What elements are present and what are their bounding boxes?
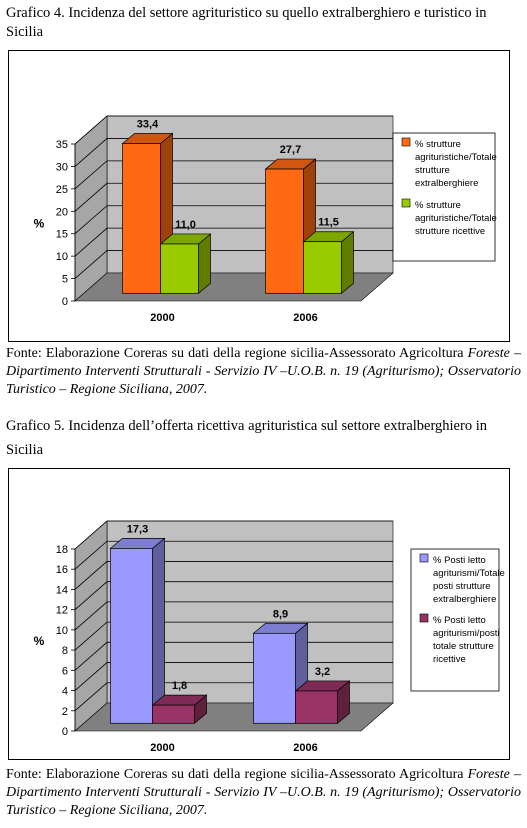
chart-2-y-tick-label: 0	[61, 726, 68, 738]
chart-2-data-label: 1,8	[171, 680, 188, 693]
chart-2-legend-swatch	[420, 554, 428, 562]
chart-2-frame	[8, 468, 510, 760]
chart-2-y-tick-label: 16	[55, 564, 68, 577]
chart-2-y-tick-label: 18	[55, 544, 68, 556]
chart-2-y-axis-label: %	[33, 634, 45, 648]
chart-1-y-axis-label: %	[33, 216, 45, 231]
chart-2-y-tick-label: 2	[61, 705, 68, 718]
chart-2-heading: Grafico 5. Incidenza dell’offerta ricettiva agrituristica sul settore extralberghiero in Sicilia	[6, 418, 487, 458]
chart-1-legend-swatch	[402, 199, 410, 207]
chart-2-bar	[254, 633, 296, 723]
chart-2-legend-swatch	[420, 614, 428, 622]
chart-2-data-label: 3,2	[314, 665, 331, 678]
chart-1-source-line-2: Foreste – Dipartimento Interventi Strutturali - Servizio IV –U.O.B. n. 19 (Agriturismo); Osservatorio Turistico – Regione Siciliana, 2007.	[6, 346, 521, 397]
chart-2-legend-label: agriturismi/Totale	[433, 568, 505, 579]
chart-2-y-tick-label: 8	[61, 645, 68, 658]
chart-2-legend-label: ricettive	[433, 654, 466, 665]
chart-1-x-tick-label: 2000	[150, 312, 175, 324]
chart-1-legend-label: % strutture	[415, 139, 461, 150]
chart-1-bar	[266, 169, 304, 293]
chart-2-legend-label: % Posti letto	[433, 615, 486, 626]
chart-2-data-label: 8,9	[272, 608, 289, 621]
chart-2-x-tick-label: 2000	[150, 742, 175, 754]
chart-1-y-tick-label: 30	[55, 161, 68, 174]
chart-2-x-tick-label: 2006	[293, 742, 318, 754]
chart-1-legend-label: strutture ricettive	[415, 226, 486, 237]
chart-1-legend-label: agrituristiche/Totale	[415, 152, 497, 163]
chart-2-y-tick-label: 12	[55, 604, 68, 617]
chart-1-y-tick-label: 25	[55, 183, 68, 196]
chart-2-source-line-1: Fonte: Elaborazione Coreras su dati della regione sicilia-Assessorato Agricoltura	[6, 767, 464, 782]
chart-2-y-tick-label: 10	[55, 624, 68, 637]
chart-1-source	[6, 345, 521, 399]
chart-1	[9, 51, 509, 341]
chart-1-x-tick-label: 2006	[293, 312, 318, 324]
chart-1-data-label: 33,4	[136, 118, 159, 131]
chart-1-side-wall	[75, 116, 107, 301]
chart-1-y-tick-label: 10	[55, 251, 68, 264]
chart-1-y-tick-label: 5	[61, 273, 68, 286]
chart-1-heading: Grafico 4. Incidenza del settore agrituristico su quello extralberghiero e turistico in Sicilia	[6, 5, 487, 40]
chart-1-bar-side	[342, 232, 354, 294]
chart-1-legend-swatch	[402, 138, 410, 146]
chart-1-legend-label: extralberghiere	[415, 178, 479, 189]
chart-1-legend-label: % strutture	[415, 200, 461, 211]
chart-2-bar	[296, 691, 338, 723]
chart-2-source	[6, 766, 521, 820]
chart-2-legend-label: totale strutture	[433, 641, 494, 652]
chart-1-data-label: 11,5	[318, 216, 339, 229]
chart-1-y-tick-label: 15	[55, 228, 68, 241]
chart-2-y-tick-label: 6	[61, 665, 68, 678]
chart-1-bar	[161, 244, 199, 293]
chart-2-source-line-2: Foreste – Dipartimento Interventi Strutturali - Servizio IV –U.O.B. n. 19 (Agriturismo); Osservatorio Turistico – Regione Siciliana, 2007.	[6, 767, 521, 818]
chart-1-y-tick-label: 0	[61, 296, 68, 308]
chart-2-bar	[153, 705, 195, 723]
chart-2-bar	[111, 548, 153, 723]
chart-1-source-line-1: Fonte: Elaborazione Coreras su dati della regione sicilia-Assessorato Agricoltura	[6, 346, 464, 361]
chart-1-y-tick-label: 35	[55, 139, 68, 151]
chart-2-legend-label: extralberghiere	[433, 594, 497, 605]
chart-2-data-label: 17,3	[126, 523, 149, 536]
chart-2-legend-label: posti strutture	[433, 581, 491, 592]
chart-2-bar-side	[153, 538, 165, 723]
chart-2-legend-label: agriturismi/posti	[433, 628, 500, 639]
chart-2-y-tick-label: 4	[61, 685, 68, 698]
chart-1-bar	[304, 242, 342, 294]
chart-1-legend-label: agrituristiche/Totale	[415, 213, 497, 224]
chart-2-y-tick-label: 14	[55, 584, 68, 597]
chart-1-y-tick-label: 20	[55, 206, 68, 219]
chart-1-frame	[8, 50, 510, 342]
chart-1-legend-label: strutture	[415, 165, 450, 176]
chart-1-data-label: 11,0	[175, 218, 196, 231]
chart-1-data-label: 27,7	[279, 144, 302, 157]
chart-1-bar	[123, 143, 161, 293]
chart-2-legend-label: % Posti letto	[433, 555, 486, 566]
chart-2	[9, 469, 509, 759]
